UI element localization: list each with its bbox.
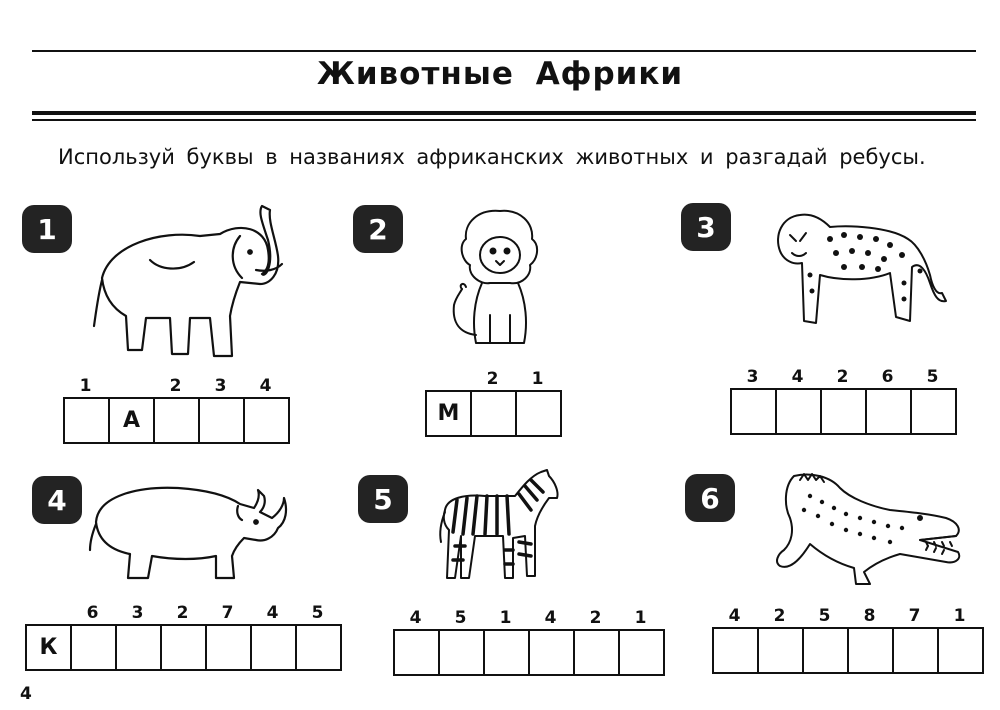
- digit: 4: [266, 603, 279, 623]
- page-title: Животные Африки: [316, 56, 684, 92]
- answer-cell[interactable]: [939, 629, 984, 672]
- answer-cell[interactable]: [804, 629, 849, 672]
- answer-cell[interactable]: К: [27, 626, 72, 669]
- puzzle-3: [730, 366, 957, 435]
- puzzle-badge-2: 2: [353, 205, 403, 253]
- answer-cell[interactable]: [117, 626, 162, 669]
- digit: 4: [791, 367, 804, 387]
- answer-cell[interactable]: [162, 626, 207, 669]
- digit: 5: [818, 606, 831, 626]
- digit: 2: [589, 608, 602, 628]
- answer-cell[interactable]: [575, 631, 620, 674]
- answer-cell[interactable]: [72, 626, 117, 669]
- answer-cell[interactable]: [777, 390, 822, 433]
- rhinoceros-icon: [88, 482, 293, 582]
- digit: 2: [836, 367, 849, 387]
- answer-cell[interactable]: [517, 392, 562, 435]
- digit: [108, 375, 153, 397]
- digit: [425, 368, 470, 390]
- puzzle-1: [63, 375, 290, 444]
- answer-cell[interactable]: [155, 399, 200, 442]
- digit: 4: [728, 606, 741, 626]
- digit: 4: [259, 376, 272, 396]
- digit: 3: [746, 367, 759, 387]
- digit: 2: [169, 376, 182, 396]
- digit: 8: [863, 606, 876, 626]
- digit: 5: [311, 603, 324, 623]
- digit: 1: [531, 369, 544, 389]
- answer-cell[interactable]: [912, 390, 957, 433]
- puzzle-badge-3: 3: [681, 203, 731, 251]
- answer-cell[interactable]: [485, 631, 530, 674]
- crocodile-icon: [770, 466, 965, 588]
- puzzle-2: [425, 368, 562, 437]
- digit: 5: [926, 367, 939, 387]
- answer-cell[interactable]: [759, 629, 804, 672]
- digit: 7: [221, 603, 234, 623]
- puzzle-5: [393, 607, 665, 676]
- digit: 2: [486, 369, 499, 389]
- answer-cell[interactable]: [200, 399, 245, 442]
- answer-cell[interactable]: [245, 399, 290, 442]
- answer-cell[interactable]: [530, 631, 575, 674]
- title-underline-thick: [32, 111, 976, 115]
- digit: 1: [499, 608, 512, 628]
- digit: 3: [214, 376, 227, 396]
- answer-cell[interactable]: [822, 390, 867, 433]
- digit: 6: [881, 367, 894, 387]
- answer-cell[interactable]: [252, 626, 297, 669]
- title-underline-thin: [32, 119, 976, 121]
- answer-cell[interactable]: [440, 631, 485, 674]
- digit: 1: [634, 608, 647, 628]
- answer-cell[interactable]: [297, 626, 342, 669]
- puzzle-badge-1: 1: [22, 205, 72, 253]
- zebra-icon: [435, 466, 565, 586]
- lion-icon: [440, 205, 560, 350]
- puzzle-6: [712, 605, 984, 674]
- puzzle-badge-6: 6: [685, 474, 735, 522]
- puzzle-badge-4: 4: [32, 476, 82, 524]
- digit: 5: [454, 608, 467, 628]
- answer-cell[interactable]: [620, 631, 665, 674]
- answer-cell[interactable]: [714, 629, 759, 672]
- answer-cell[interactable]: [472, 392, 517, 435]
- answer-cell[interactable]: М: [427, 392, 472, 435]
- digit: 2: [773, 606, 786, 626]
- leopard-icon: [770, 205, 950, 335]
- digit: 6: [86, 603, 99, 623]
- page-number: 4: [20, 684, 32, 704]
- digit: 1: [953, 606, 966, 626]
- digit: 1: [79, 376, 92, 396]
- answer-cell[interactable]: [395, 631, 440, 674]
- answer-cell[interactable]: А: [110, 399, 155, 442]
- digit: 4: [409, 608, 422, 628]
- puzzle-4: [25, 602, 342, 671]
- answer-cell[interactable]: [849, 629, 894, 672]
- instruction-text: Используй буквы в названиях африканских животных и разгадай ребусы.: [58, 145, 926, 169]
- digit: 4: [544, 608, 557, 628]
- digit: 2: [176, 603, 189, 623]
- puzzle-badge-5: 5: [358, 475, 408, 523]
- answer-cell[interactable]: [65, 399, 110, 442]
- answer-cell[interactable]: [207, 626, 252, 669]
- top-rule: [32, 50, 976, 52]
- digit: [25, 602, 70, 624]
- answer-cell[interactable]: [867, 390, 912, 433]
- elephant-icon: [90, 200, 290, 360]
- answer-cell[interactable]: [894, 629, 939, 672]
- digit: 7: [908, 606, 921, 626]
- answer-cell[interactable]: [732, 390, 777, 433]
- digit: 3: [131, 603, 144, 623]
